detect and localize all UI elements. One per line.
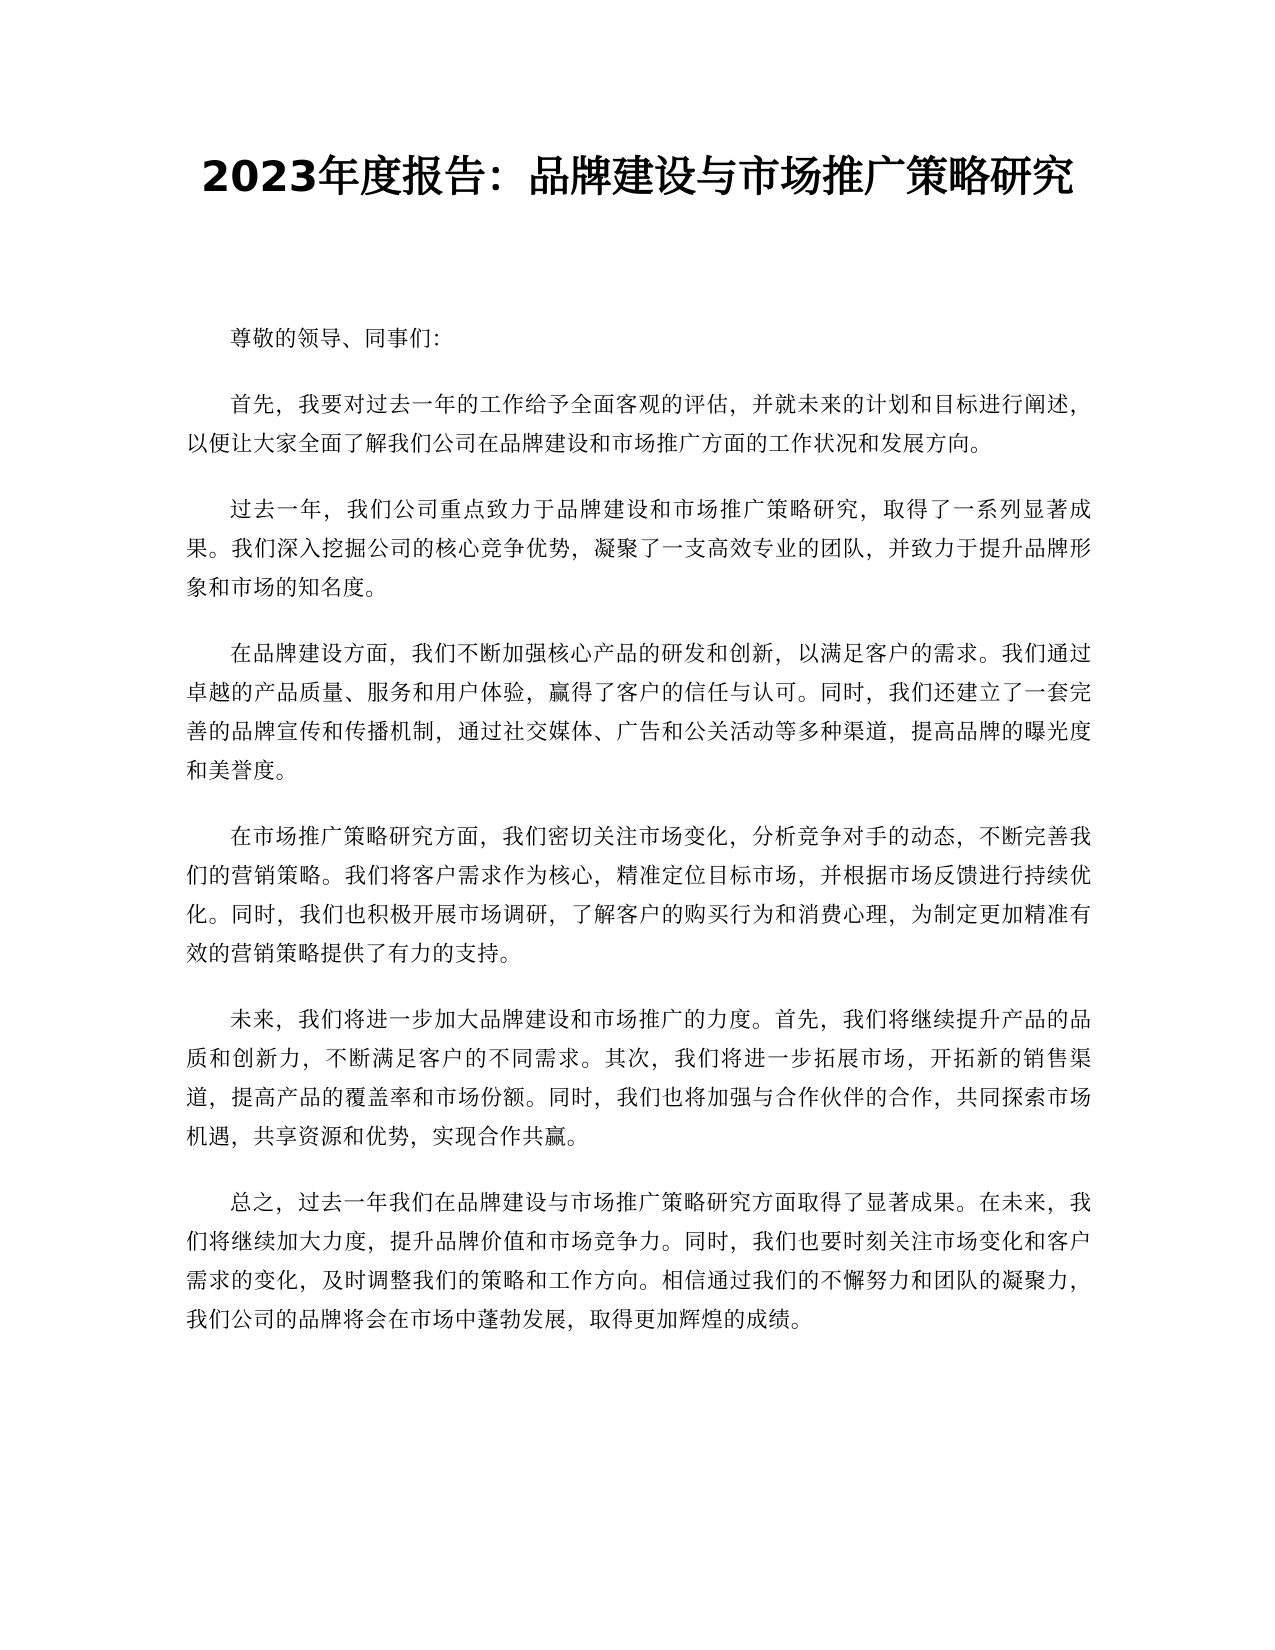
greeting: 尊敬的领导、同事们：	[230, 327, 455, 352]
document-title: 2023年度报告：品牌建设与市场推广策略研究	[201, 152, 1074, 201]
paragraph-2: 过去一年，我们公司重点致力于品牌建设和市场推广策略研究，取得了一系列显著成果。我们深入挖掘公司的核心竞争优势，凝聚了一支高效专业的团队，并致力于提升品牌形象和市场的知名度。	[186, 498, 1092, 601]
paragraph-4: 在市场推广策略研究方面，我们密切关注市场变化，分析竞争对手的动态，不断完善我们的营销策略。我们将客户需求作为核心，精准定位目标市场，并根据市场反馈进行持续优化。同时，我们也积极开展市场调研，了解客户的购买行为和消费心理，为制定更加精准有效的营销策略提供了有力的支持。	[186, 825, 1092, 967]
paragraph-3: 在品牌建设方面，我们不断加强核心产品的研发和创新，以满足客户的需求。我们通过卓越的产品质量、服务和用户体验，赢得了客户的信任与认可。同时，我们还建立了一套完善的品牌宣传和传播机制，通过社交媒体、广告和公关活动等多种渠道，提高品牌的曝光度和美誉度。	[186, 642, 1092, 784]
paragraph-6: 总之，过去一年我们在品牌建设与市场推广策略研究方面取得了显著成果。在未来，我们将继续加大力度，提升品牌价值和市场竞争力。同时，我们也要时刻关注市场变化和客户需求的变化，及时调整我们的策略和工作方向。相信通过我们的不懈努力和团队的凝聚力，我们公司的品牌将会在市场中蓬勃发展，取得更加辉煌的成绩。	[186, 1191, 1092, 1333]
paragraph-1: 首先，我要对过去一年的工作给予全面客观的评估，并就未来的计划和目标进行阐述，以便让大家全面了解我们公司在品牌建设和市场推广方面的工作状况和发展方向。	[186, 393, 1092, 457]
paragraph-5: 未来，我们将进一步加大品牌建设和市场推广的力度。首先，我们将继续提升产品的品质和创新力，不断满足客户的不同需求。其次，我们将进一步拓展市场，开拓新的销售渠道，提高产品的覆盖率和市场份额。同时，我们也将加强与合作伙伴的合作，共同探索市场机遇，共享资源和优势，实现合作共赢。	[186, 1008, 1092, 1150]
document-body	[186, 320, 1092, 1367]
